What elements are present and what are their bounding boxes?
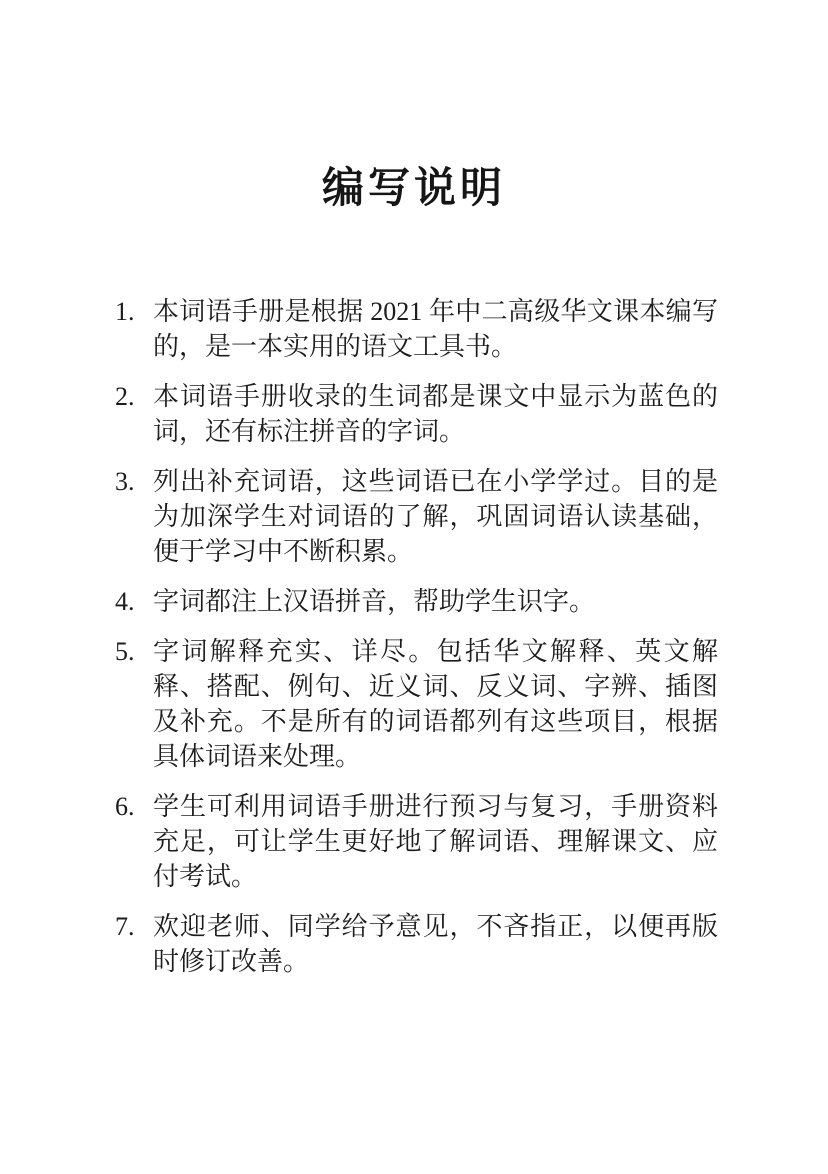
page-title: 编写说明 bbox=[321, 164, 506, 211]
item-text: 本词语手册是根据 2021 年中二高级华文课本编写的，是一本实用的语文工具书。 bbox=[153, 297, 718, 361]
list-item bbox=[115, 464, 718, 569]
list-item bbox=[115, 294, 718, 364]
item-text: 本词语手册收录的生词都是课文中显示为蓝色的词，还有标注拼音的字词。 bbox=[153, 382, 718, 446]
item-text: 字词解释充实、详尽。包括华文解释、英文解释、搭配、例句、近义词、反义词、字辨、插图及补充。不是所有的词语都列有这些项目，根据具体词语来处理。 bbox=[153, 637, 718, 771]
list-item bbox=[115, 909, 718, 979]
list-item bbox=[115, 789, 718, 894]
item-number: 2. bbox=[115, 382, 135, 411]
item-number: 6. bbox=[115, 792, 135, 821]
list-item bbox=[115, 584, 718, 619]
item-text: 字词都注上汉语拼音，帮助学生识字。 bbox=[153, 587, 596, 616]
list-item bbox=[115, 379, 718, 449]
item-text: 学生可利用词语手册进行预习与复习，手册资料充足，可让学生更好地了解词语、理解课文、应付考试。 bbox=[153, 792, 718, 891]
list-item bbox=[115, 634, 718, 774]
item-text: 欢迎老师、同学给予意见，不吝指正，以便再版时修订改善。 bbox=[153, 912, 718, 976]
item-number: 7. bbox=[115, 912, 135, 941]
item-number: 1. bbox=[115, 297, 135, 326]
notes-list bbox=[115, 294, 718, 979]
item-number: 4. bbox=[115, 587, 135, 616]
item-text: 列出补充词语，这些词语已在小学学过。目的是为加深学生对词语的了解，巩固词语认读基础，便于学习中不断积累。 bbox=[153, 467, 718, 566]
item-number: 3. bbox=[115, 467, 135, 496]
item-number: 5. bbox=[115, 637, 135, 666]
